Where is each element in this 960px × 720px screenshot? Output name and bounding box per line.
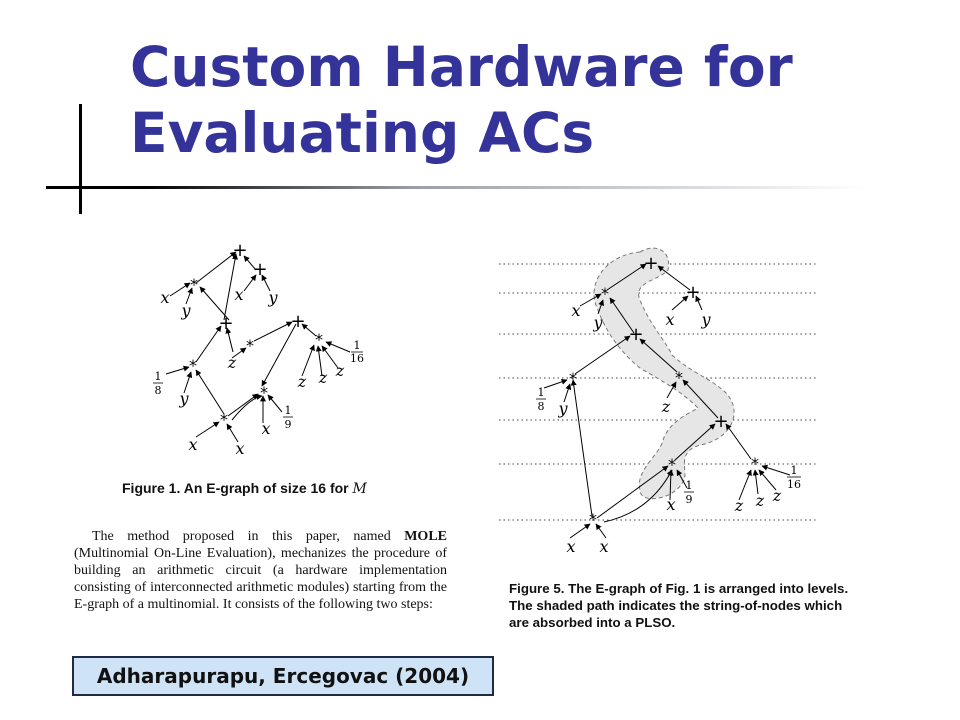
figure-1-caption-text: Figure 1. An E-graph of size 16 for bbox=[122, 480, 353, 496]
fig5-times-node: * bbox=[675, 368, 683, 387]
paragraph-lead: The method proposed in this paper, named bbox=[92, 529, 405, 544]
fig1-plus-node: + bbox=[290, 311, 306, 332]
fig5-plus-node: + bbox=[713, 411, 729, 432]
fig5-plus-node: + bbox=[685, 282, 701, 303]
fig5-var-label: x bbox=[571, 301, 581, 320]
fig1-times-node: * bbox=[190, 275, 198, 294]
fig1-times-node: * bbox=[260, 383, 268, 402]
fig1-frac-num: 1 bbox=[353, 339, 361, 352]
fig5-times-node: * bbox=[751, 454, 759, 473]
fig5-times-node: * bbox=[601, 284, 609, 303]
fig1-var-label: x bbox=[235, 439, 245, 458]
fig1-frac-den: 8 bbox=[154, 384, 162, 397]
fig1-plus-node: + bbox=[232, 240, 248, 261]
fig1-var-label: y bbox=[181, 301, 191, 320]
fig1-var-label: z bbox=[227, 353, 237, 372]
paragraph-rest: (Multinomial On-Line Evaluation), mechanizes the procedure of building an arithmetic circuit (a hardware implementation consisting of interconnected arithmetic modules) starting from the E-graph of a multinomial. It consists of the following two steps: bbox=[74, 546, 447, 612]
fig5-var-label: y bbox=[558, 399, 568, 418]
figure-1-caption-symbol: M bbox=[352, 481, 367, 497]
fig1-var-label: x bbox=[261, 419, 271, 438]
fig5-var-label: x bbox=[666, 495, 676, 514]
citation-text: Adharapurapu, Ercegovac (2004) bbox=[96, 664, 470, 688]
fig5-times-node: * bbox=[668, 455, 676, 474]
title-line-2: Evaluating ACs bbox=[130, 101, 595, 165]
figure-5-caption: Figure 5. The E-graph of Fig. 1 is arranged into levels. The shaded path indicates the string-of-nodes which are absorbed into a PLSO. bbox=[509, 581, 849, 630]
fig5-var-label: z bbox=[755, 491, 765, 510]
fig1-var-label: y bbox=[268, 288, 278, 307]
title-line-1: Custom Hardware for bbox=[130, 35, 793, 99]
fig5-var-label: x bbox=[566, 537, 576, 556]
fig1-var-label: z bbox=[318, 368, 328, 387]
fig1-frac-den: 16 bbox=[350, 352, 364, 365]
fig1-times-node: * bbox=[315, 330, 323, 349]
fig5-var-label: x bbox=[665, 310, 675, 329]
fig1-times-node: * bbox=[220, 410, 228, 429]
fig5-frac-den: 8 bbox=[537, 400, 545, 413]
fig1-var-label: y bbox=[179, 389, 189, 408]
fig5-times-node: * bbox=[589, 510, 597, 529]
fig1-var-label: x bbox=[188, 435, 198, 454]
fig1-frac-den: 9 bbox=[284, 418, 292, 431]
fig5-var-label: z bbox=[734, 496, 744, 515]
fig1-times-node: * bbox=[246, 336, 254, 355]
paragraph-bold-term: MOLE bbox=[404, 529, 447, 544]
citation-box bbox=[72, 656, 494, 696]
fig1-var-label: x bbox=[234, 285, 244, 304]
fig5-frac-num: 1 bbox=[537, 386, 545, 399]
fig1-var-label: x bbox=[160, 288, 170, 307]
fig5-var-label: z bbox=[772, 486, 782, 505]
fig5-times-node: * bbox=[569, 369, 577, 388]
fig1-frac-num: 1 bbox=[154, 370, 162, 383]
fig5-frac-num: 1 bbox=[790, 464, 798, 477]
fig5-frac-num: 1 bbox=[685, 479, 693, 492]
fig5-var-label: y bbox=[593, 313, 603, 332]
fig1-plus-node: + bbox=[252, 259, 268, 280]
fig5-plus-node: + bbox=[628, 324, 644, 345]
fig5-var-label: z bbox=[661, 397, 671, 416]
fig5-frac-den: 9 bbox=[685, 493, 693, 506]
fig1-times-node: * bbox=[189, 356, 197, 375]
fig1-frac-num: 1 bbox=[284, 404, 292, 417]
shaded-plso-path bbox=[594, 248, 734, 499]
fig5-var-label: x bbox=[599, 537, 609, 556]
fig1-var-label: z bbox=[335, 361, 345, 380]
fig5-plus-node: + bbox=[643, 253, 659, 274]
fig1-plus-node: + bbox=[218, 313, 234, 334]
fig1-var-label: z bbox=[297, 372, 307, 391]
fig5-frac-den: 16 bbox=[787, 478, 801, 491]
fig5-var-label: y bbox=[701, 310, 711, 329]
